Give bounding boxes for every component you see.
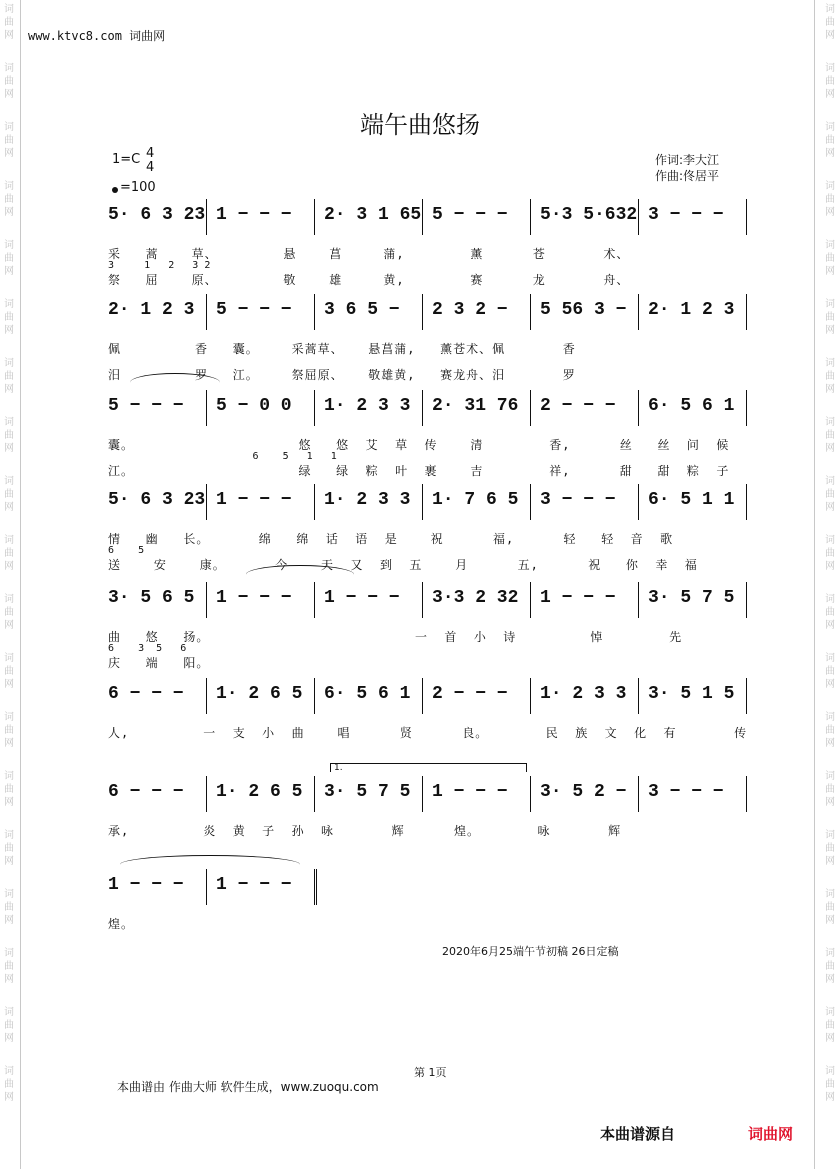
- time-signature: [146, 147, 154, 175]
- watermark-char: 曲: [825, 312, 835, 323]
- lyric-line-2: 送 安 康。 今 天 又 到 五 月 五, 祝 你 幸 福: [108, 558, 698, 572]
- music-system: [108, 588, 758, 624]
- measure: 1· 2 6 5: [216, 782, 303, 802]
- watermark-char: 网: [825, 915, 835, 926]
- barline: [422, 294, 423, 330]
- watermark-char: 网: [4, 561, 14, 572]
- measure: 5 − 0 0: [216, 396, 292, 416]
- measure: 1 − − −: [540, 588, 616, 608]
- barline: [746, 390, 747, 426]
- lyric-line-1: 曲 悠 扬。 一 首 小 诗 悼 先: [108, 630, 683, 644]
- measure: 6 − − −: [108, 684, 184, 704]
- measure: 3· 5 1 5: [648, 684, 735, 704]
- measure: 3 − − −: [648, 782, 724, 802]
- measure: 3·3 2 32: [432, 588, 519, 608]
- barline: [530, 484, 531, 520]
- quarter-note-icon: [112, 187, 118, 193]
- right-watermark: [823, 4, 837, 1125]
- barline: [746, 484, 747, 520]
- measure: 3· 5 7 5: [648, 588, 735, 608]
- credits: [655, 152, 719, 184]
- tie-slur: [120, 855, 300, 874]
- watermark-char: 网: [825, 797, 835, 808]
- watermark-char: 网: [4, 266, 14, 277]
- watermark-char: 词: [825, 535, 835, 546]
- barline: [206, 869, 207, 905]
- measure: 6· 5 1 1: [648, 490, 735, 510]
- watermark-char: 曲: [825, 17, 835, 28]
- watermark-char: 词: [825, 1066, 835, 1077]
- watermark-char: 词: [4, 122, 14, 133]
- watermark-char: 网: [825, 620, 835, 631]
- song-title: 端午曲悠扬: [360, 111, 480, 139]
- lyric-line-1: 承, 炎 黄 子 孙 咏 辉 煌。 咏 辉: [108, 824, 622, 838]
- barline: [314, 776, 315, 812]
- watermark-char: 网: [825, 325, 835, 336]
- watermark-char: 词: [4, 594, 14, 605]
- watermark-char: 网: [4, 620, 14, 631]
- measure: 5 − − −: [108, 396, 184, 416]
- measure: 3 − − −: [648, 205, 724, 225]
- watermark-char: 网: [4, 89, 14, 100]
- watermark-char: 网: [825, 1033, 835, 1044]
- watermark-char: 曲: [4, 489, 14, 500]
- barline: [314, 390, 315, 426]
- watermark-char: 词: [825, 948, 835, 959]
- barline: [422, 776, 423, 812]
- barline: [206, 776, 207, 812]
- watermark-char: 词: [4, 653, 14, 664]
- date-note: 2020年6月25端午节初稿 26日定稿: [442, 945, 619, 958]
- small-notation: 3 1 2 3 2: [108, 260, 211, 271]
- music-system: [108, 490, 758, 526]
- watermark-char: 词: [825, 1007, 835, 1018]
- measure: 6· 5 6 1: [648, 396, 735, 416]
- lyric-line-1: 囊。 悠 悠 艾 草 传 清 香, 丝 丝 问 候: [108, 438, 730, 452]
- watermark-char: 网: [825, 148, 835, 159]
- barline: [206, 484, 207, 520]
- measure: 3 − − −: [540, 490, 616, 510]
- time-top: 4: [146, 146, 155, 161]
- measure: 6 − − −: [108, 782, 184, 802]
- watermark-char: 曲: [825, 1079, 835, 1090]
- barline: [746, 199, 747, 235]
- watermark-char: 词: [825, 594, 835, 605]
- page-number: 第 1页: [414, 1066, 447, 1079]
- measure: 5·3 5·632: [540, 205, 638, 225]
- barline: [422, 582, 423, 618]
- watermark-char: 曲: [825, 725, 835, 736]
- lyric-line-2: 祭 屈 原、 敬 雄 黄, 赛 龙 舟、: [108, 273, 630, 287]
- left-watermark: [2, 4, 16, 1125]
- barline: [746, 776, 747, 812]
- lyric-line-1: 情 幽 长。 绵 绵 话 语 是 祝 福, 轻 轻 音 歌: [108, 532, 674, 546]
- measure: 5 − − −: [216, 300, 292, 320]
- watermark-char: 网: [825, 207, 835, 218]
- barline: [206, 582, 207, 618]
- watermark-char: 曲: [4, 76, 14, 87]
- music-system: [108, 300, 758, 336]
- measure: 6· 5 6 1: [324, 684, 411, 704]
- watermark-char: 曲: [825, 902, 835, 913]
- watermark-char: 词: [4, 181, 14, 192]
- time-bottom: 4: [146, 160, 155, 175]
- measure: 5 56 3 −: [540, 300, 627, 320]
- watermark-char: 词: [4, 830, 14, 841]
- lyric-line-2: 庆 端 阳。: [108, 656, 210, 670]
- measure: 5· 6 3 23: [108, 205, 206, 225]
- watermark-char: 曲: [825, 666, 835, 677]
- watermark-char: 网: [4, 1033, 14, 1044]
- measure: 2· 1 2 3: [648, 300, 735, 320]
- watermark-char: 曲: [4, 725, 14, 736]
- measure: 2· 1 2 3: [108, 300, 195, 320]
- watermark-char: 网: [4, 148, 14, 159]
- barline: [746, 678, 747, 714]
- watermark-char: 网: [825, 679, 835, 690]
- barline: [206, 678, 207, 714]
- watermark-char: 词: [825, 358, 835, 369]
- watermark-char: 曲: [4, 17, 14, 28]
- watermark-char: 曲: [825, 489, 835, 500]
- lyricist: 作词:李大江: [655, 153, 720, 167]
- watermark-char: 词: [825, 240, 835, 251]
- barline: [314, 678, 315, 714]
- watermark-char: 网: [825, 738, 835, 749]
- barline: [638, 390, 639, 426]
- watermark-char: 词: [825, 4, 835, 15]
- watermark-char: 词: [4, 476, 14, 487]
- watermark-char: 曲: [825, 607, 835, 618]
- barline: [530, 294, 531, 330]
- watermark-char: 网: [4, 443, 14, 454]
- watermark-char: 网: [825, 974, 835, 985]
- barline: [422, 678, 423, 714]
- watermark-char: 词: [825, 830, 835, 841]
- measure: 1 − − −: [432, 782, 508, 802]
- brand-text: 本曲谱源自: [600, 1125, 676, 1143]
- watermark-char: 曲: [825, 253, 835, 264]
- watermark-char: 网: [4, 502, 14, 513]
- watermark-char: 曲: [4, 253, 14, 264]
- tempo-value: =100: [120, 180, 156, 195]
- barline: [422, 484, 423, 520]
- measure: 5· 6 3 23: [108, 490, 206, 510]
- watermark-char: 词: [4, 299, 14, 310]
- measure: 3· 5 6 5: [108, 588, 195, 608]
- barline: [314, 484, 315, 520]
- measure: 2 − − −: [540, 396, 616, 416]
- watermark-char: 词: [4, 1007, 14, 1018]
- barline: [638, 199, 639, 235]
- small-notation: 6 5 1 1: [108, 451, 337, 462]
- barline: [638, 294, 639, 330]
- watermark-char: 曲: [825, 371, 835, 382]
- watermark-char: 词: [4, 712, 14, 723]
- measure: 2· 31 76: [432, 396, 519, 416]
- barline: [206, 294, 207, 330]
- watermark-char: 曲: [825, 548, 835, 559]
- watermark-char: 曲: [4, 666, 14, 677]
- barline: [638, 776, 639, 812]
- watermark-char: 网: [825, 502, 835, 513]
- watermark-char: 曲: [825, 194, 835, 205]
- watermark-char: 曲: [4, 607, 14, 618]
- measure: 3 6 5 −: [324, 300, 400, 320]
- site-url[interactable]: www.ktvc8.com 词曲网: [28, 29, 166, 43]
- watermark-char: 网: [825, 561, 835, 572]
- composer: 作曲:佟居平: [655, 169, 720, 183]
- watermark-char: 曲: [4, 430, 14, 441]
- watermark-char: 词: [825, 122, 835, 133]
- watermark-char: 词: [4, 889, 14, 900]
- measure: 1· 2 3 3: [324, 396, 411, 416]
- watermark-char: 词: [825, 181, 835, 192]
- tie-slur: [246, 565, 354, 584]
- barline: [746, 582, 747, 618]
- watermark-char: 词: [825, 889, 835, 900]
- watermark-char: 网: [4, 325, 14, 336]
- barline: [422, 390, 423, 426]
- watermark-char: 网: [4, 915, 14, 926]
- watermark-char: 曲: [4, 1079, 14, 1090]
- measure: 2 3 2 −: [432, 300, 508, 320]
- watermark-char: 网: [825, 89, 835, 100]
- music-system: [108, 396, 758, 432]
- lyric-line-1: 煌。: [108, 917, 135, 931]
- measure: 1 − − −: [108, 875, 184, 895]
- lyric-line-1: 佩 香 囊。 采蒿草、 悬菖蒲, 薰苍术、佩 香: [108, 342, 576, 356]
- barline: [530, 678, 531, 714]
- watermark-char: 曲: [4, 784, 14, 795]
- measure: 3· 5 7 5: [324, 782, 411, 802]
- watermark-char: 网: [4, 974, 14, 985]
- barline: [206, 199, 207, 235]
- watermark-char: 曲: [825, 843, 835, 854]
- watermark-char: 曲: [4, 135, 14, 146]
- brand-logo[interactable]: 词曲网: [748, 1125, 794, 1143]
- lyric-line-1: 采 蒿 草、 悬 菖 蒲, 薰 苍 术、: [108, 247, 630, 261]
- barline: [530, 199, 531, 235]
- measure: 1 − − −: [216, 490, 292, 510]
- watermark-char: 曲: [825, 961, 835, 972]
- watermark-char: 词: [825, 63, 835, 74]
- measure: 1· 2 6 5: [216, 684, 303, 704]
- measure: 1 − − −: [324, 588, 400, 608]
- measure: 1· 2 3 3: [540, 684, 627, 704]
- watermark-char: 网: [4, 1092, 14, 1103]
- watermark-char: 词: [4, 63, 14, 74]
- key-signature: 1=C: [112, 152, 141, 167]
- watermark-char: 网: [4, 30, 14, 41]
- watermark-char: 网: [4, 797, 14, 808]
- barline: [422, 199, 423, 235]
- small-notation: 6 3 5 6: [108, 643, 187, 654]
- footer-credit: 本曲谱由 作曲大师 软件生成，www.zuoqu.com: [117, 1080, 379, 1094]
- music-system: [108, 684, 758, 720]
- measure: 1 − − −: [216, 588, 292, 608]
- music-system: [108, 875, 758, 911]
- measure: 5 − − −: [432, 205, 508, 225]
- watermark-char: 网: [825, 384, 835, 395]
- barline: [638, 678, 639, 714]
- watermark-char: 词: [4, 417, 14, 428]
- barline: [530, 390, 531, 426]
- watermark-char: 曲: [4, 1020, 14, 1031]
- watermark-char: 网: [825, 1092, 835, 1103]
- watermark-char: 词: [4, 240, 14, 251]
- measure: 1· 2 3 3: [324, 490, 411, 510]
- barline: [638, 582, 639, 618]
- watermark-char: 曲: [4, 548, 14, 559]
- watermark-char: 网: [4, 207, 14, 218]
- watermark-char: 曲: [4, 312, 14, 323]
- tempo-marking: [112, 180, 156, 195]
- watermark-char: 网: [4, 856, 14, 867]
- watermark-char: 词: [825, 417, 835, 428]
- watermark-char: 词: [4, 1066, 14, 1077]
- lyric-line-1: 人, 一 支 小 曲 唱 贤 良。 民 族 文 化 有 传: [108, 726, 748, 740]
- measure: 2· 3 1 65: [324, 205, 422, 225]
- watermark-char: 曲: [4, 961, 14, 972]
- barline: [746, 294, 747, 330]
- measure: 2 − − −: [432, 684, 508, 704]
- watermark-char: 曲: [825, 1020, 835, 1031]
- watermark-char: 网: [4, 738, 14, 749]
- barline: [638, 484, 639, 520]
- watermark-char: 词: [825, 653, 835, 664]
- watermark-char: 网: [4, 679, 14, 690]
- measure: 1· 7 6 5: [432, 490, 519, 510]
- watermark-char: 词: [825, 771, 835, 782]
- watermark-char: 词: [4, 771, 14, 782]
- small-notation: 6 5: [108, 545, 145, 556]
- lyric-line-2: 汨 罗 江。 祭屈原、 敬雄黄, 赛龙舟、汨 罗: [108, 368, 576, 382]
- music-system: [108, 782, 758, 818]
- watermark-char: 网: [825, 266, 835, 277]
- watermark-char: 网: [825, 856, 835, 867]
- barline: [314, 199, 315, 235]
- barline: [314, 294, 315, 330]
- barline: [530, 776, 531, 812]
- watermark-char: 曲: [4, 902, 14, 913]
- watermark-char: 曲: [4, 194, 14, 205]
- watermark-char: 曲: [4, 371, 14, 382]
- watermark-char: 曲: [825, 784, 835, 795]
- final-barline: [314, 869, 317, 905]
- watermark-char: 曲: [825, 430, 835, 441]
- watermark-char: 词: [825, 476, 835, 487]
- watermark-char: 词: [4, 535, 14, 546]
- watermark-char: 词: [4, 358, 14, 369]
- watermark-char: 词: [825, 299, 835, 310]
- barline: [530, 582, 531, 618]
- barline: [314, 582, 315, 618]
- tie-slur: [130, 373, 220, 392]
- watermark-char: 词: [825, 712, 835, 723]
- volta-bracket: 1.: [330, 763, 527, 772]
- lyric-line-2: 江。 绿 绿 粽 叶 裹 吉 祥, 甜 甜 粽 子: [108, 464, 730, 478]
- measure: 1 − − −: [216, 875, 292, 895]
- watermark-char: 网: [825, 443, 835, 454]
- barline: [206, 390, 207, 426]
- watermark-char: 网: [4, 384, 14, 395]
- music-system: [108, 205, 758, 241]
- watermark-char: 词: [4, 4, 14, 15]
- measure: 3· 5 2 −: [540, 782, 627, 802]
- watermark-char: 曲: [4, 843, 14, 854]
- watermark-char: 曲: [825, 76, 835, 87]
- watermark-char: 词: [4, 948, 14, 959]
- watermark-char: 网: [825, 30, 835, 41]
- measure: 1 − − −: [216, 205, 292, 225]
- watermark-char: 曲: [825, 135, 835, 146]
